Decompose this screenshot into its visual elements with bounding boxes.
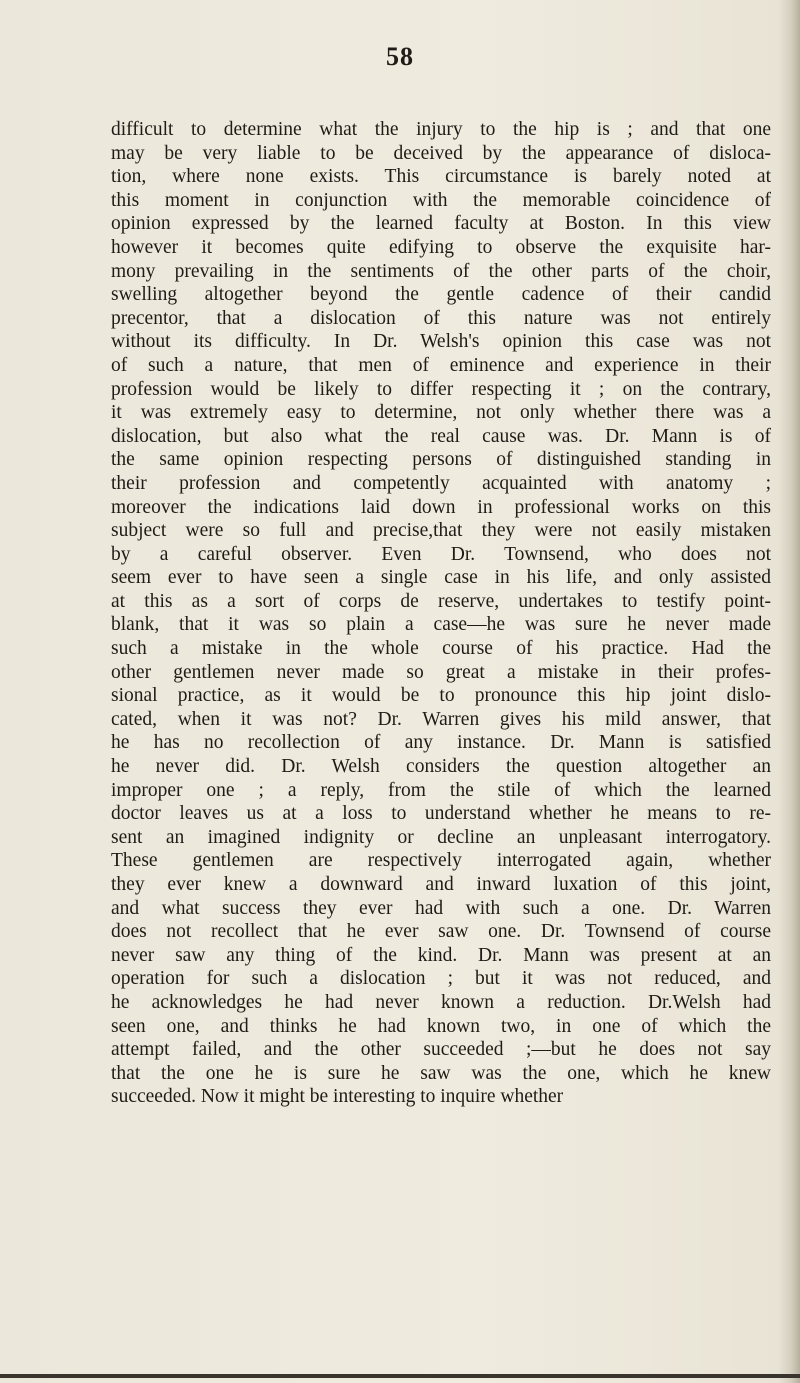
text-line: such a mistake in the whole course of his practice. Had the (111, 638, 771, 660)
page-edge-shadow (778, 0, 800, 1383)
text-line: at this as a sort of corps de reserve, undertakes to testify point- (111, 590, 771, 612)
text-line: swelling altogether beyond the gentle cadence of their candid (111, 284, 771, 306)
text-line: by a careful observer. Even Dr. Townsend, who does not (111, 543, 771, 565)
text-line: moreover the indications laid down in professional works on this (111, 496, 771, 518)
text-line: cated, when it was not? Dr. Warren gives his mild answer, that (111, 708, 771, 730)
body-text (111, 118, 771, 1109)
text-line: attempt failed, and the other succeeded ;—but he does not say (111, 1039, 771, 1061)
text-line: precentor, that a dislocation of this nature was not entirely (111, 307, 771, 329)
text-line: other gentlemen never made so great a mistake in their profes- (111, 661, 771, 683)
text-line: does not recollect that he ever saw one. Dr. Townsend of course (111, 921, 771, 943)
text-line: never saw any thing of the kind. Dr. Mann was present at an (111, 944, 771, 966)
text-line: may be very liable to be deceived by the appearance of disloca- (111, 142, 771, 164)
text-line: succeeded. Now it might be interesting to inquire whether (111, 1086, 564, 1108)
text-line: they ever knew a downward and inward luxation of this joint, (111, 874, 771, 895)
text-line: These gentlemen are respectively interrogated again, whether (111, 850, 771, 872)
text-line: this moment in conjunction with the memorable coincidence of (111, 189, 771, 211)
text-line: he never did. Dr. Welsh considers the question altogether an (111, 756, 771, 778)
page-number: 58 (386, 42, 414, 71)
text-line: blank, that it was so plain a case—he was sure he never made (111, 614, 771, 636)
text-line: tion, where none exists. This circumstance is barely noted at (111, 166, 771, 188)
text-line: improper one ; a reply, from the stile of which the learned (111, 779, 771, 801)
text-line: he acknowledges he had never known a reduction. Dr.Welsh had (111, 991, 771, 1013)
text-line: subject were so full and precise,that they were not easily mistaken (111, 520, 771, 542)
text-line: seem ever to have seen a single case in his life, and only assisted (111, 567, 771, 589)
text-line: seen one, and thinks he had known two, in one of which the (111, 1015, 771, 1037)
bottom-rule (0, 1374, 800, 1378)
text-line: sent an imagined indignity or decline an unpleasant interrogatory. (111, 826, 771, 848)
text-line: their profession and competently acquainted with anatomy ; (111, 472, 771, 494)
text-line: without its difficulty. In Dr. Welsh's opinion this case was not (111, 331, 771, 353)
text-line: it was extremely easy to determine, not only whether there was a (111, 402, 771, 424)
text-line: that the one he is sure he saw was the one, which he knew (111, 1062, 771, 1084)
text-line: profession would be likely to differ respecting it ; on the contrary, (111, 378, 771, 400)
text-line: of such a nature, that men of eminence and experience in their (111, 354, 771, 376)
text-line: operation for such a dislocation ; but it was not reduced, and (111, 968, 771, 990)
text-line: sional practice, as it would be to pronounce this hip joint dislo- (111, 685, 771, 707)
text-line: opinion expressed by the learned faculty at Boston. In this view (111, 213, 771, 235)
text-line: however it becomes quite edifying to observe the exquisite har- (111, 236, 771, 258)
text-line: dislocation, but also what the real cause was. Dr. Mann is of (111, 425, 771, 447)
text-line: he has no recollection of any instance. Dr. Mann is satisfied (111, 732, 771, 754)
text-line: difficult to determine what the injury to the hip is ; and that one (111, 119, 771, 140)
text-line: the same opinion respecting persons of distinguished standing in (111, 449, 771, 471)
text-line: and what success they ever had with such a one. Dr. Warren (111, 897, 771, 919)
text-line: mony prevailing in the sentiments of the other parts of the choir, (111, 260, 771, 282)
text-line: doctor leaves us at a loss to understand whether he means to re- (111, 803, 771, 825)
